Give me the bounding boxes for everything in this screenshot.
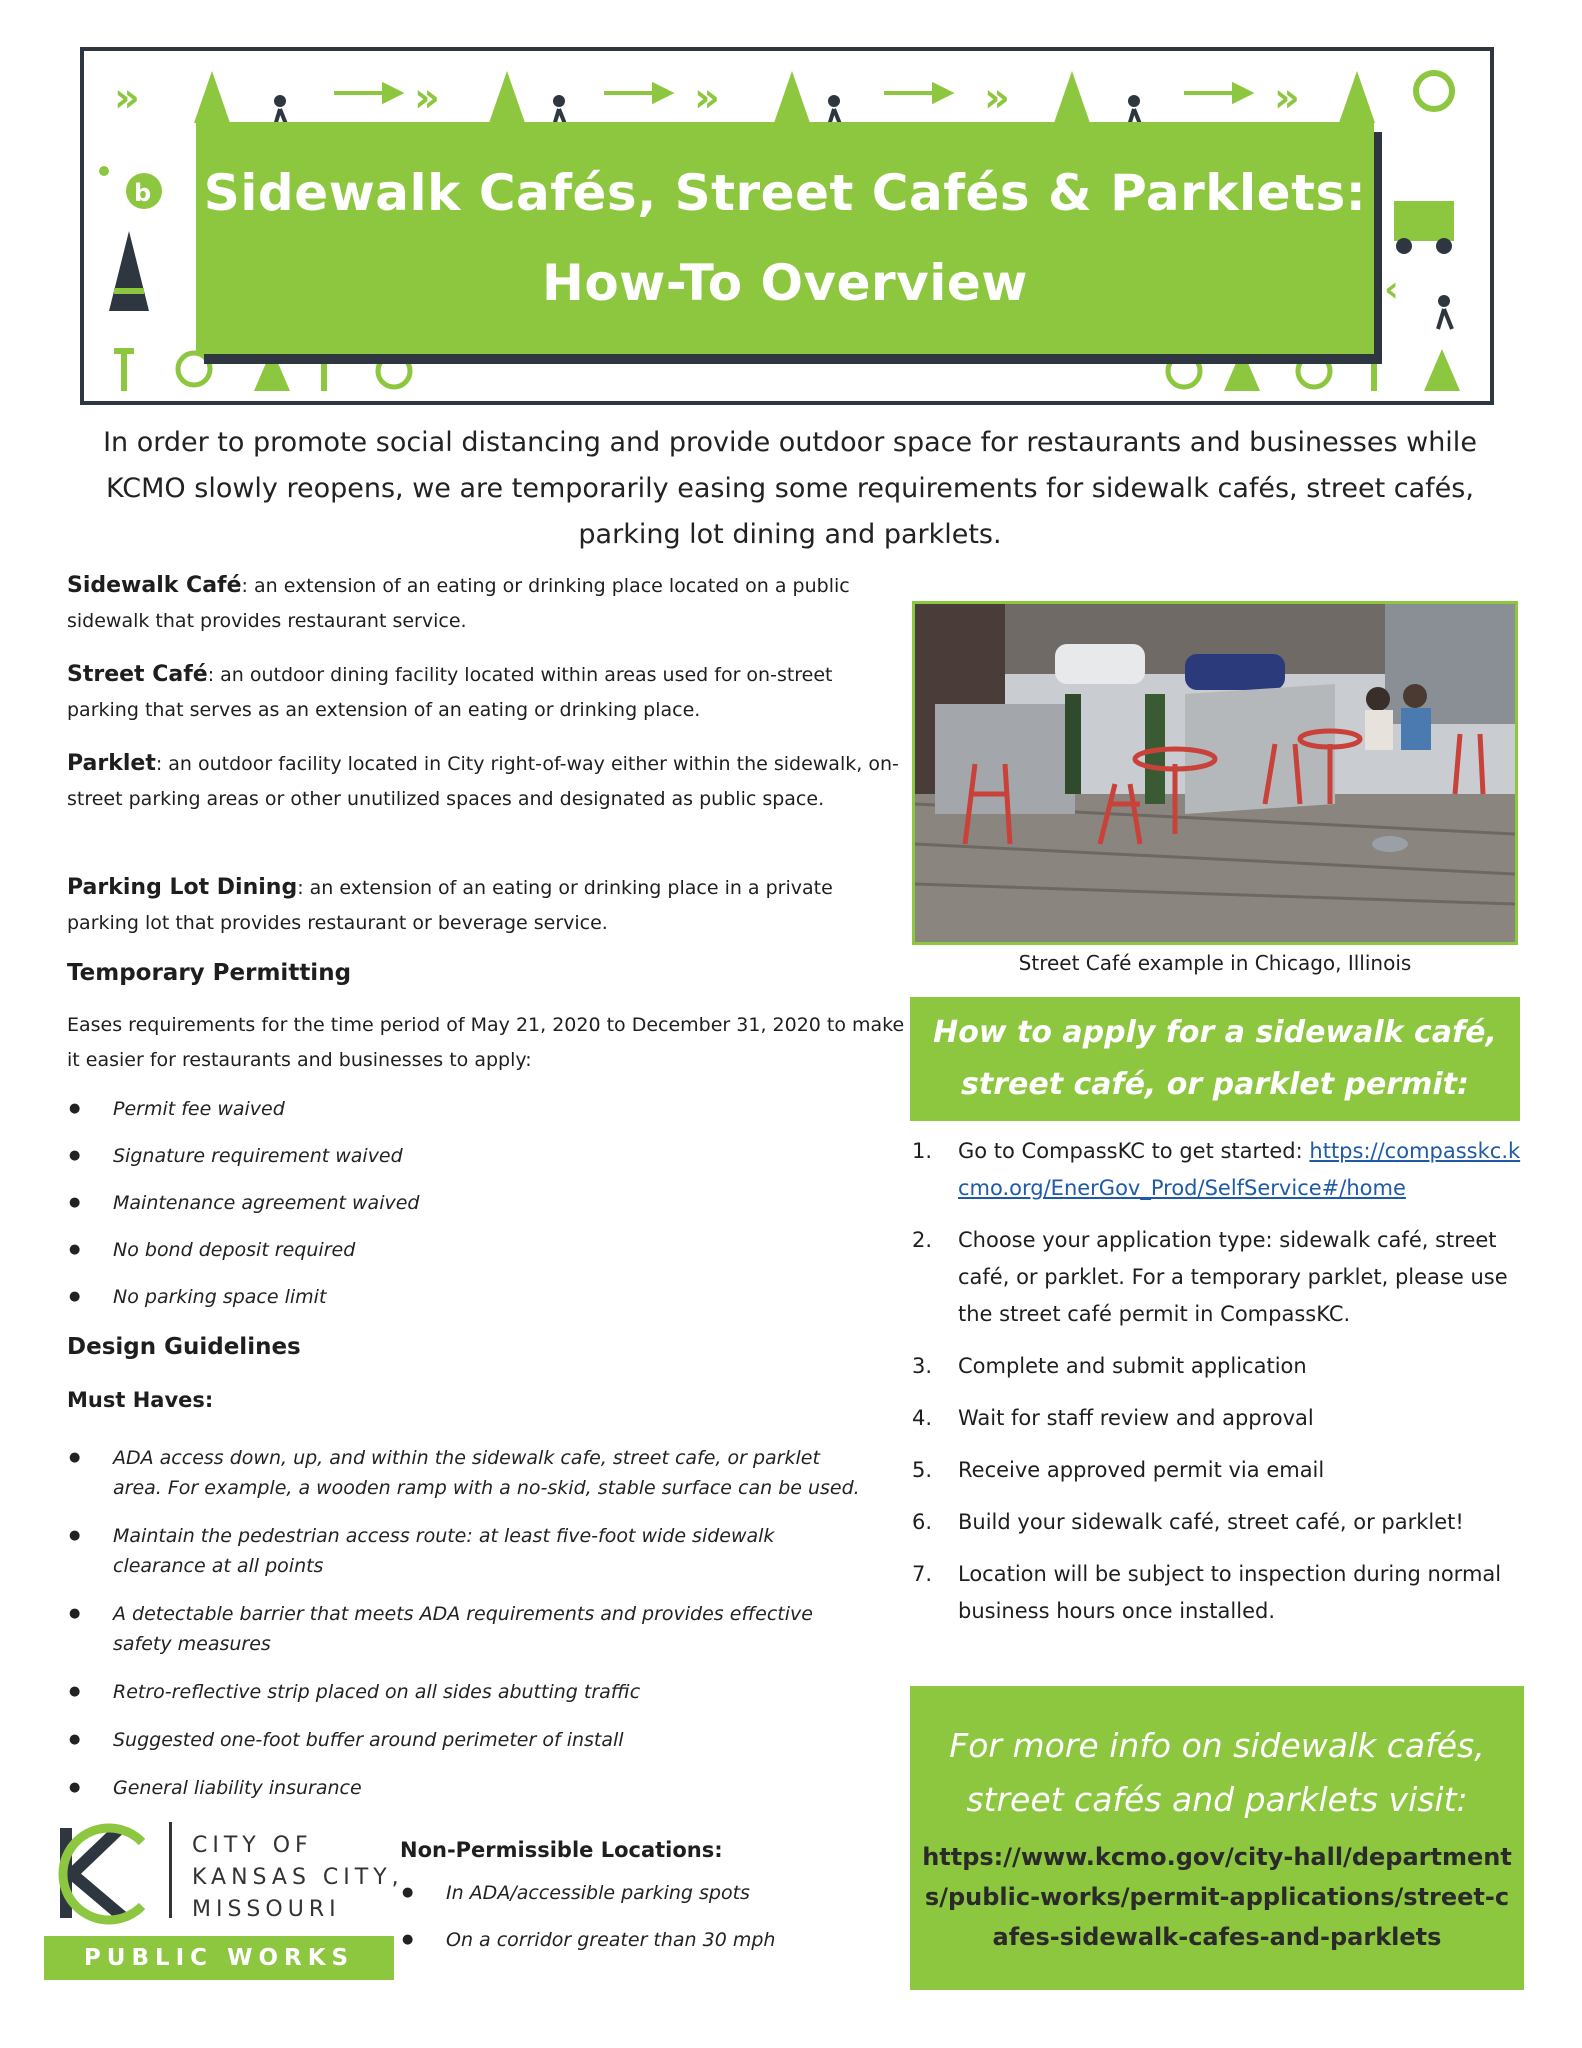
street-cafe-photo (912, 601, 1518, 945)
step-number: 1. (912, 1139, 933, 1163)
temporary-permitting-text: Eases requirements for the time period of May 21, 2020 to December 31, 2020 to make it easier for restaurants and businesses to apply: (67, 1014, 905, 1071)
photo-caption: Street Café example in Chicago, Illinois (1018, 951, 1412, 975)
list-item: ● Suggested one-foot buffer around perimeter of install (67, 1725, 867, 1755)
list-item: ● On a corridor greater than 30 mph (400, 1925, 900, 1955)
logo-line-1: CITY OF (192, 1833, 313, 1858)
apply-heading-line-2: street café, or parklet permit: (961, 1067, 1469, 1102)
logo-line-3: MISSOURI (192, 1897, 341, 1922)
apply-heading-line-1: How to apply for a sidewalk café, (933, 1015, 1497, 1050)
list-item: ● No bond deposit required (67, 1235, 907, 1265)
svg-text:»: » (694, 75, 720, 121)
step-item (912, 1556, 1522, 1630)
application-steps-list (912, 1133, 1522, 1645)
temporary-permitting-list (67, 1094, 907, 1329)
logo-public-works-band: PUBLIC WORKS (44, 1936, 394, 1980)
list-item: ● Permit fee waived (67, 1094, 907, 1124)
svg-text:»: » (114, 75, 140, 121)
street-cafe-photo-illustration (915, 604, 1515, 942)
title-line-2: How-To Overview (541, 254, 1028, 312)
step-text: Receive approved permit via email (958, 1458, 1325, 1482)
page-title (196, 122, 1374, 354)
logo-city-name (192, 1830, 404, 1926)
step-number: 3. (912, 1354, 933, 1378)
kc-logo-icon (44, 1820, 156, 1926)
step-text: Location will be subject to inspection during normal business hours once installed. (958, 1562, 1502, 1623)
step-number: 4. (912, 1406, 933, 1430)
kc-public-works-logo (44, 1820, 404, 1985)
non-permissible-heading: Non-Permissible Locations: (400, 1838, 723, 1862)
definition-text: : an extension of an eating or drinking place located on a public sidewalk that provides restaurant service. (67, 575, 850, 632)
step-item (912, 1504, 1522, 1541)
title-line-1: Sidewalk Cafés, Street Cafés & Parklets: (203, 164, 1367, 222)
definition-text: : an outdoor dining facility located within areas used for on-street parking that serves as an extension of an eating or drinking place. (67, 664, 833, 721)
must-haves-list (67, 1443, 867, 1821)
step-item (912, 1222, 1522, 1333)
list-item: ● In ADA/accessible parking spots (400, 1878, 900, 1908)
step-text: Build your sidewalk café, street café, or parklet! (958, 1510, 1464, 1534)
definition-parklet (67, 746, 907, 817)
list-item: ● Maintain the pedestrian access route: at least five-foot wide sidewalk clearance at all points (67, 1521, 867, 1581)
how-to-apply-heading (910, 997, 1520, 1121)
definition-term: Street Café (67, 662, 208, 687)
step-item (912, 1452, 1522, 1489)
step-number: 6. (912, 1510, 933, 1534)
step-text: Go to CompassKC to get started: (958, 1139, 1310, 1163)
step-text: Wait for staff review and approval (958, 1406, 1314, 1430)
step-text: Choose your application type: sidewalk café, street café, or parklet. For a temporary parklet, please use the street café permit in CompassKC. (958, 1228, 1508, 1326)
list-item: ● Signature requirement waived (67, 1141, 907, 1171)
svg-text:b: b (134, 179, 152, 207)
definition-street-cafe (67, 657, 907, 728)
list-item: ● A detectable barrier that meets ADA requirements and provides effective safety measures (67, 1599, 867, 1659)
step-number: 2. (912, 1228, 933, 1252)
temporary-permitting-heading: Temporary Permitting (67, 960, 352, 986)
definition-term: Parking Lot Dining (67, 875, 298, 900)
svg-text:»: » (414, 75, 440, 121)
svg-text:»: » (1274, 75, 1300, 121)
definition-term: Parklet (67, 751, 156, 776)
step-text: Complete and submit application (958, 1354, 1307, 1378)
step-item (912, 1133, 1522, 1207)
compasskc-link[interactable]: https://compasskc.kcmo.org/EnerGov_Prod/SelfService#/home (958, 1139, 1521, 1200)
non-permissible-list (400, 1878, 900, 1972)
logo-divider (169, 1822, 172, 1918)
list-item: ● General liability insurance (67, 1773, 867, 1803)
must-haves-heading: Must Haves: (67, 1388, 214, 1412)
step-number: 5. (912, 1458, 933, 1482)
more-info-heading (949, 1719, 1484, 1827)
step-item (912, 1400, 1522, 1437)
definition-text: : an extension of an eating or drinking place in a private parking lot that provides restaurant or beverage service. (67, 877, 833, 934)
step-item (912, 1348, 1522, 1385)
more-info-heading-line-2: street cafés and parklets visit: (966, 1780, 1468, 1819)
intro-paragraph: In order to promote social distancing and provide outdoor space for restaurants and businesses while KCMO slowly reopens, we are temporarily easing some requirements for sidewalk cafés, street cafés, parking lot dining and parklets. (103, 427, 1477, 550)
definition-term: Sidewalk Café (67, 573, 242, 598)
list-item: ● Maintenance agreement waived (67, 1188, 907, 1218)
list-item: ● No parking space limit (67, 1282, 907, 1312)
more-info-box (910, 1686, 1524, 1990)
definition-sidewalk-cafe (67, 568, 907, 639)
list-item: ● ADA access down, up, and within the sidewalk cafe, street cafe, or parklet area. For example, a wooden ramp with a no-skid, stable surface can be used. (67, 1443, 867, 1503)
svg-text:»: » (984, 75, 1010, 121)
definition-parking-lot-dining (67, 870, 907, 941)
step-number: 7. (912, 1562, 933, 1586)
logo-line-2: KANSAS CITY, (192, 1865, 404, 1890)
list-item: ● Retro-reflective strip placed on all sides abutting traffic (67, 1677, 867, 1707)
more-info-url[interactable]: https://www.kcmo.gov/city-hall/departments/public-works/permit-applications/street-cafes-sidewalk-cafes-and-parklets (922, 1843, 1512, 1951)
definition-text: : an outdoor facility located in City right-of-way either within the sidewalk, on-street parking areas or other unutilized spaces and designated as public space. (67, 753, 899, 810)
design-guidelines-heading: Design Guidelines (67, 1334, 301, 1360)
svg-text:‹: ‹ (1384, 269, 1399, 310)
more-info-heading-line-1: For more info on sidewalk cafés, (949, 1726, 1485, 1765)
